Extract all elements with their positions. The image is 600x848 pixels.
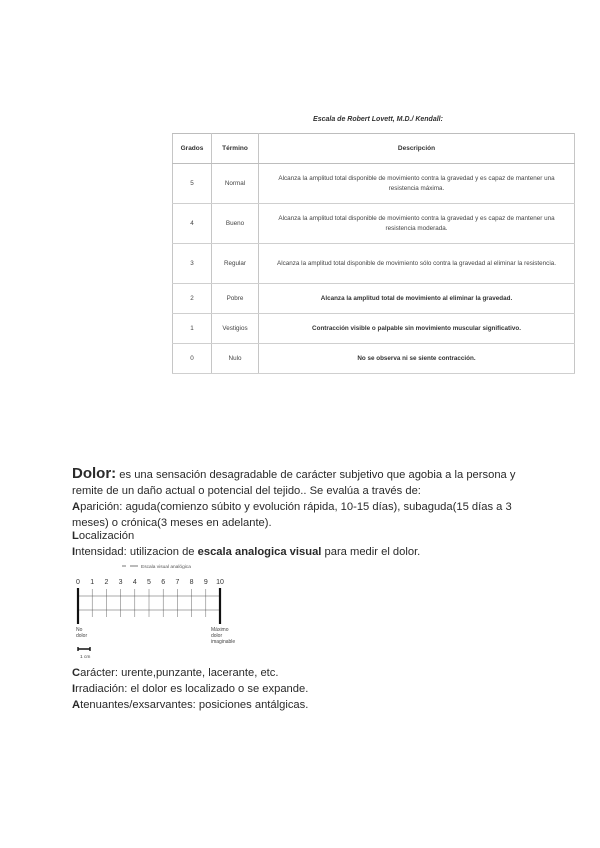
term-cell: Pobre	[212, 284, 259, 314]
caracter-item	[72, 665, 542, 681]
table-row	[173, 244, 575, 284]
irradiacion-item	[72, 681, 542, 697]
table-row	[173, 204, 575, 244]
description-cell: Alcanza la amplitud total disponible de movimiento contra la gravedad y es capaz de mantener una resistencia moderada.	[259, 204, 575, 244]
description-cell: Alcanza la amplitud total de movimiento al eliminar la gravedad.	[259, 284, 575, 314]
eva-tick-label: 4	[132, 579, 137, 586]
eva-left-label-1: No	[76, 627, 83, 633]
term-cell: Regular	[212, 244, 259, 284]
table-row	[173, 344, 575, 374]
eva-tick-labels	[76, 579, 224, 586]
term-cell: Nulo	[212, 344, 259, 374]
aparicion-item	[72, 499, 542, 532]
eva-tick-label: 10	[216, 579, 224, 586]
eva-tick-label: 2	[104, 579, 109, 586]
header-termino: Término	[212, 134, 259, 164]
eva-tick-label: 7	[175, 579, 180, 586]
eva-right-label-2: dolor	[211, 633, 223, 639]
atenuantes-text: tenuantes/exsarvantes: posiciones antálgicas.	[80, 699, 309, 711]
lovett-scale-table	[172, 133, 575, 374]
dolor-title: Dolor:	[72, 465, 117, 482]
aparicion-text: parición: aguda(comienzo súbito y evolución rápida, 10-15 días), subaguda(15 días a 3 meses) o crónica(3 meses en adelante).	[72, 501, 512, 530]
irradiacion-cap: I	[72, 683, 76, 695]
table-row	[173, 314, 575, 344]
grade-cell: 3	[173, 244, 212, 284]
eva-tick-marks	[92, 589, 206, 617]
eva-tick-label: 1	[90, 579, 95, 586]
atenuantes-cap: A	[72, 699, 81, 711]
localizacion-item	[72, 528, 542, 544]
intensidad-bold: escala analogica visual	[197, 546, 322, 558]
eva-tick-label: 8	[189, 579, 194, 586]
term-cell: Vestigios	[212, 314, 259, 344]
caracter-text: arácter: urente,punzante, lacerante, etc.	[80, 667, 279, 679]
description-cell: Contracción visible o palpable sin movimiento muscular significativo.	[259, 314, 575, 344]
intensidad-post: para medir el dolor.	[321, 546, 421, 558]
eva-right-label-3: imaginable	[211, 639, 236, 645]
dolor-intro: es una sensación desagradable de carácter subjetivo que agobia a la persona y remite de un daño actual o potencial del tejido.. Se evalúa a través de:	[72, 469, 516, 498]
grade-cell: 0	[173, 344, 212, 374]
caracter-cap: C	[72, 667, 81, 679]
description-cell: Alcanza la amplitud total disponible de movimiento sólo contra la gravedad al eliminar la resistencia.	[259, 244, 575, 284]
grade-cell: 2	[173, 284, 212, 314]
eva-tick-label: 0	[76, 579, 80, 586]
intensidad-item	[72, 544, 542, 560]
eva-left-label-2: dolor	[76, 633, 88, 639]
table-header-row	[173, 134, 575, 164]
eva-scale-figure	[70, 560, 245, 660]
irradiacion-text: rradiación: el dolor es localizado o se expande.	[75, 683, 309, 695]
dolor-paragraph	[72, 466, 542, 500]
eva-right-label-1: Máximo	[211, 627, 229, 633]
header-grados: Grados	[173, 134, 212, 164]
eva-tick-label: 5	[147, 579, 151, 586]
grade-cell: 1	[173, 314, 212, 344]
atenuantes-item	[72, 697, 542, 713]
intensidad-cap: I	[72, 546, 76, 558]
description-cell: No se observa ni se siente contracción.	[259, 344, 575, 374]
grade-cell: 5	[173, 164, 212, 204]
eva-legend: Escala visual analógica	[141, 565, 191, 570]
description-cell: Alcanza la amplitud total disponible de movimiento contra la gravedad y es capaz de mantener una resistencia máxima.	[259, 164, 575, 204]
header-descripcion: Descripción	[259, 134, 575, 164]
intensidad-text: ntensidad: utilizacion de	[75, 546, 198, 558]
grade-cell: 4	[173, 204, 212, 244]
eva-unit-label: 1 cm	[80, 655, 91, 660]
eva-tick-label: 3	[118, 579, 123, 586]
localizacion-text: ocalización	[78, 530, 135, 542]
eva-tick-label: 9	[203, 579, 208, 586]
table-row	[173, 284, 575, 314]
localizacion-cap: L	[72, 530, 79, 542]
term-cell: Normal	[212, 164, 259, 204]
eva-tick-label: 6	[161, 579, 166, 586]
lovett-table-title: Escala de Robert Lovett, M.D./ Kendall:	[313, 116, 443, 123]
eva-unit-marker-icon	[78, 647, 90, 651]
table-row	[173, 164, 575, 204]
term-cell: Bueno	[212, 204, 259, 244]
aparicion-cap: A	[72, 501, 81, 513]
